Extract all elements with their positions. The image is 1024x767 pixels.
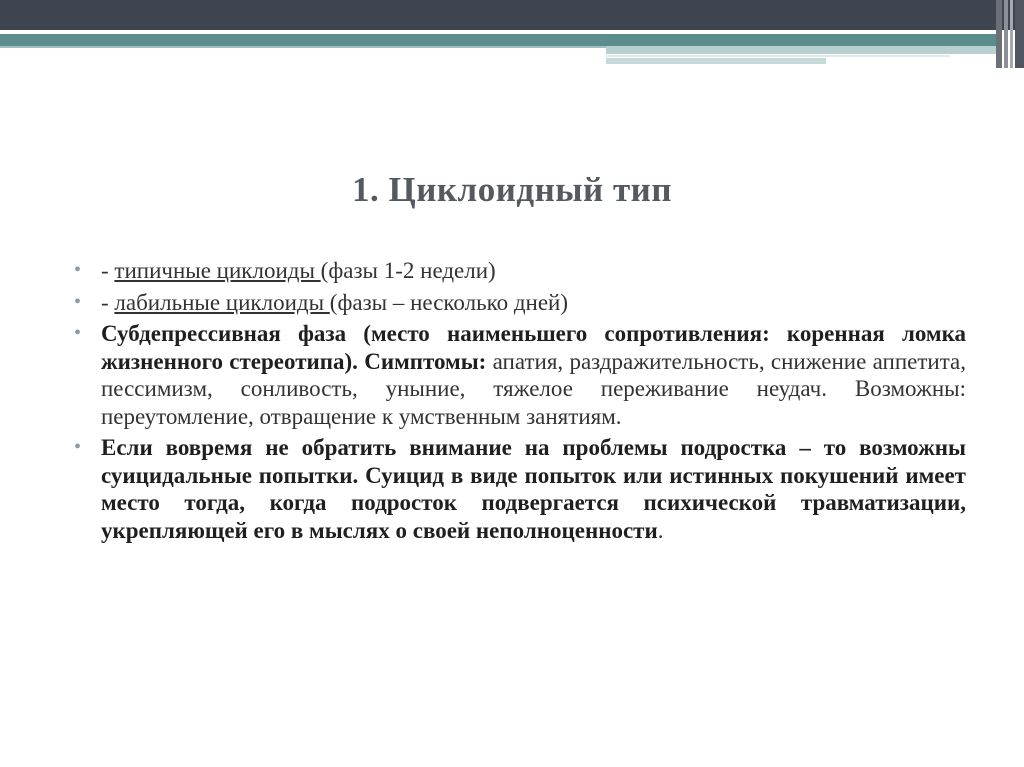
item-prefix: -: [101, 289, 115, 315]
edge-stripe-4: [1015, 0, 1024, 68]
header-divider-line: [606, 55, 950, 57]
list-item: [74, 289, 966, 317]
header-light-stripe: [606, 46, 1000, 54]
edge-stripe-2: [1004, 0, 1008, 68]
item-underlined-text: типичные циклоиды: [114, 258, 321, 283]
bullet-icon: •: [74, 259, 82, 281]
header-teal-stripe: [0, 34, 1000, 46]
item-text: (фазы 1-2 недели): [320, 258, 496, 283]
item-bold-text: Субдепрессивная фаза (место наименьшего сопротивления: коренная ломка жизненного стереотипа). Симптомы:: [101, 321, 966, 374]
list-item: [74, 320, 966, 430]
header-thin-stripe: [0, 46, 606, 48]
list-item: [74, 434, 966, 544]
bullet-icon: •: [74, 290, 82, 313]
edge-stripe-1: [996, 0, 1002, 68]
list-item: [74, 257, 966, 285]
item-text: (фазы – несколько дней): [329, 289, 569, 315]
edge-stripe-3: [1010, 0, 1013, 68]
item-text: .: [657, 517, 664, 543]
item-prefix: -: [101, 258, 115, 283]
bullet-icon: •: [74, 322, 82, 344]
item-bold-text: Если вовремя не обратить внимание на проблемы подростка – то возможны суицидальные попытки. Суицид в виде попыток или истинных покушений имеет место тогда, когда подросток подвергается психической травматизации, укрепляющей его в мыслях о своей неполноценности: [101, 435, 966, 543]
item-text: апатия, раздражительность, снижение аппетита, пессимизм, сонливость, уныние, тяжелое переживание неудач. Возможны: переутомление, отвращение к умственным занятиям.: [101, 348, 966, 429]
item-underlined-text: лабильные циклоиды: [114, 289, 330, 315]
header-short-stripe: [606, 58, 826, 64]
header-dark-band: [0, 0, 1024, 30]
slide-title: 1. Циклоидный тип: [352, 170, 672, 209]
bullet-icon: •: [74, 436, 82, 458]
slide-content: [74, 257, 966, 548]
